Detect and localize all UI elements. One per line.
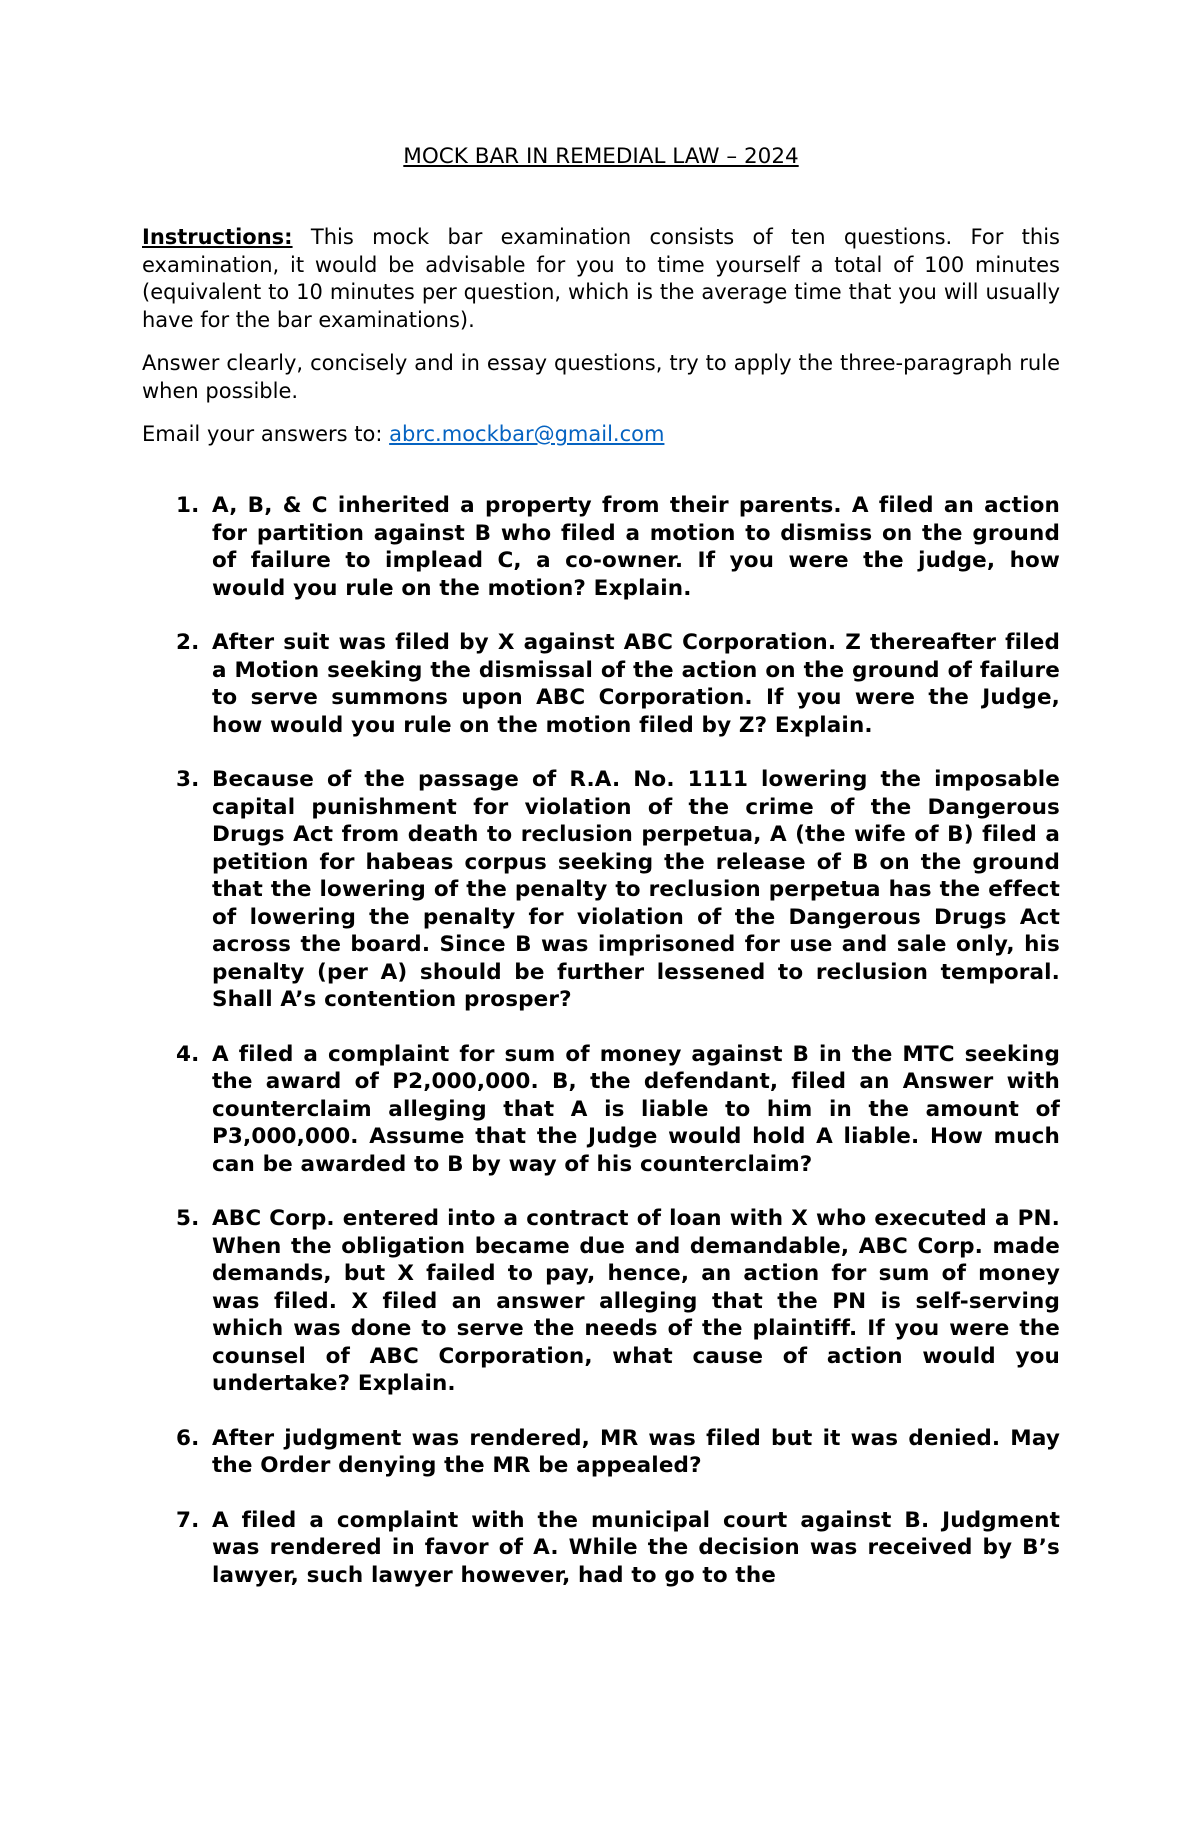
question-list	[142, 492, 1060, 1616]
instructions-paragraph	[142, 224, 1060, 334]
email-link[interactable]: abrc.mockbar@gmail.com	[389, 422, 665, 446]
question-item-3	[142, 766, 1060, 1014]
question-item-7	[142, 1507, 1060, 1590]
question-text: A filed a complaint for sum of money against B in the MTC seeking the award of P2,000,000. B, the defendant, filed an Answer with counterclaim alleging that A is liable to him in the amount of P3,000,000. Assume that the Judge would hold A liable. How much can be awarded to B by way of his counterclaim?	[212, 1041, 1060, 1177]
question-text: ABC Corp. entered into a contract of loan with X who executed a PN. When the obligation became due and demandable, ABC Corp. made demands, but X failed to pay, hence, an action for sum of money was filed. X filed an answer alleging that the PN is self-serving which was done to serve the needs of the plaintiff. If you were the counsel of ABC Corporation, what cause of action would you undertake? Explain.	[212, 1206, 1060, 1396]
question-text: Because of the passage of R.A. No. 1111 lowering the imposable capital punishment for violation of the crime of the Dangerous Drugs Act from death to reclusion perpetua, A (the wife of B) filed a petition for habeas corpus seeking the release of B on the ground that the lowering of the penalty to reclusion perpetua has the effect of lowering the penalty for violation of the Dangerous Drugs Act across the board. Since B was imprisoned for use and sale only, his penalty (per A) should be further lessened to reclusion temporal. Shall A’s contention prosper?	[212, 767, 1060, 1012]
question-text: After suit was filed by X against ABC Corporation. Z thereafter filed a Motion seeking the dismissal of the action on the ground of failure to serve summons upon ABC Corporation. If you were the Judge, how would you rule on the motion filed by Z? Explain.	[212, 630, 1060, 738]
question-text: A, B, & C inherited a property from their parents. A filed an action for partition against B who filed a motion to dismiss on the ground of failure to implead C, a co-owner. If you were the judge, how would you rule on the motion? Explain.	[212, 493, 1060, 601]
instructions-label: Instructions:	[142, 225, 293, 249]
answer-guidance: Answer clearly, concisely and in essay questions, try to apply the three-paragraph rule when possible.	[142, 351, 1060, 403]
question-number: 1.	[176, 493, 200, 518]
page-title: MOCK BAR IN REMEDIAL LAW – 2024	[403, 144, 799, 169]
question-item-2	[142, 629, 1060, 739]
question-item-5	[142, 1205, 1060, 1398]
question-item-6	[142, 1425, 1060, 1480]
email-line	[142, 421, 1060, 449]
question-text: A filed a complaint with the municipal court against B. Judgment was rendered in favor of A. While the decision was received by B’s lawyer, such lawyer however, had to go to the	[212, 1507, 1060, 1588]
question-item-1	[142, 492, 1060, 602]
instructions-section	[142, 224, 1060, 465]
question-number: 5.	[176, 1206, 200, 1231]
question-number: 6.	[176, 1425, 200, 1451]
question-item-4	[142, 1041, 1060, 1179]
question-number: 7.	[176, 1507, 200, 1533]
instructions-text: This mock bar examination consists of ten questions. For this examination, it would be advisable for you to time yourself a total of 100 minutes (equivalent to 10 minutes per question, which is the average time that you will usually have for the bar examinations).	[142, 225, 1060, 332]
question-number: 4.	[176, 1041, 200, 1067]
question-number: 3.	[176, 767, 200, 792]
question-text: After judgment was rendered, MR was filed but it was denied. May the Order denying the MR be appealed?	[212, 1425, 1060, 1478]
question-number: 2.	[176, 630, 200, 655]
email-prefix: Email your answers to:	[142, 422, 390, 446]
